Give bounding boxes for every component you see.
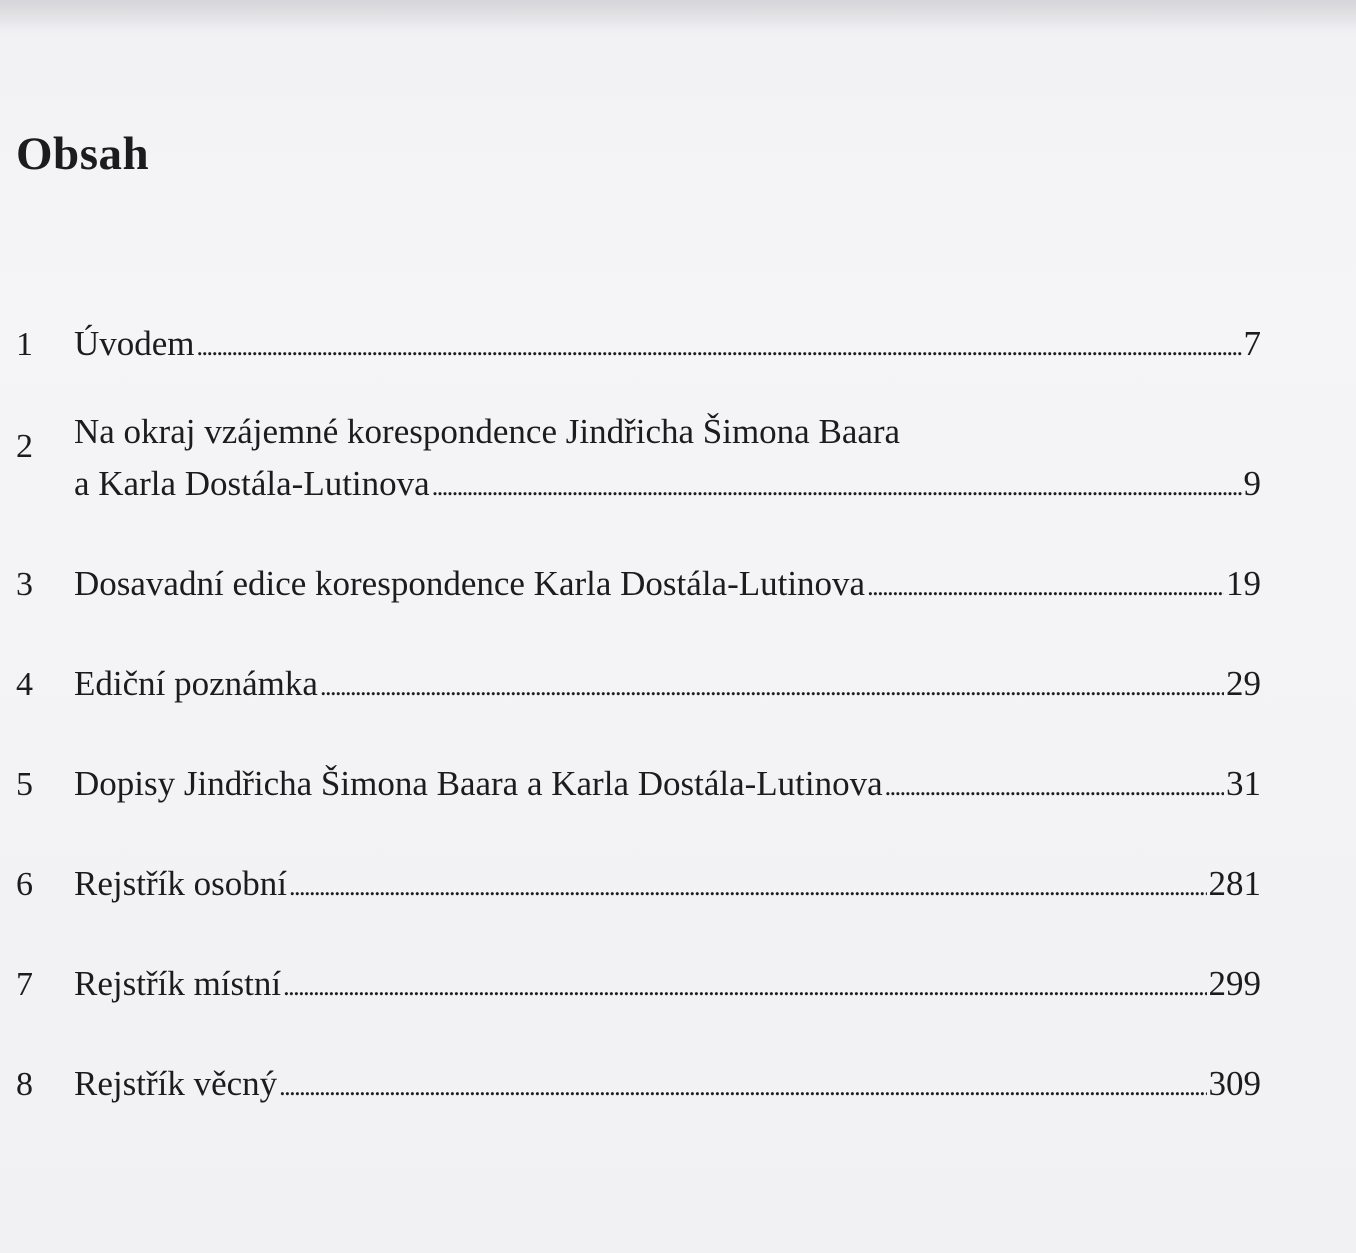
toc-entry-title: Rejstřík místní — [74, 964, 282, 1003]
toc-entry-title-line1: Na okraj vzájemné korespondence Jindřicha Šimona Baara — [74, 412, 901, 451]
toc-leader-dots — [289, 866, 1207, 901]
toc-entry-number: 7 — [16, 966, 33, 1003]
toc-leader-dots — [432, 466, 1242, 501]
toc-entry-page: 19 — [1226, 564, 1261, 603]
toc-entry-line — [74, 666, 1261, 701]
toc-entry-title: Dopisy Jindřicha Šimona Baara a Karla Dostála-Lutinova — [74, 764, 883, 803]
toc-entry-page: 9 — [1243, 464, 1261, 503]
toc-entry-page: 31 — [1226, 764, 1261, 803]
toc-entry-number: 5 — [16, 766, 33, 803]
toc-entry-title: Rejstřík věcný — [74, 1064, 278, 1103]
toc-leader-dots — [197, 326, 1242, 361]
page-top-shadow — [0, 0, 1356, 30]
toc-leader-dots — [283, 966, 1206, 1001]
toc-entry-title: Dosavadní edice korespondence Karla Dostála-Lutinova — [74, 564, 866, 603]
page-title: Obsah — [16, 128, 150, 181]
toc-entry-page: 309 — [1208, 1064, 1261, 1103]
toc-entry-line — [74, 766, 1261, 801]
toc-entry-number: 8 — [16, 1066, 33, 1103]
toc-entry-line — [74, 966, 1261, 1001]
toc-entry-number: 2 — [16, 428, 33, 465]
toc-entry-page: 281 — [1208, 864, 1261, 903]
toc-entry-number: 4 — [16, 666, 33, 703]
toc-entry-number: 1 — [16, 326, 33, 363]
toc-entry-title: a Karla Dostála-Lutinova — [74, 464, 430, 503]
toc-leader-dots — [885, 766, 1224, 801]
toc-leader-dots — [320, 666, 1224, 701]
toc-entry-number: 6 — [16, 866, 33, 903]
toc-entry-page: 29 — [1226, 664, 1261, 703]
toc-entry-line — [74, 326, 1261, 361]
toc-leader-dots — [279, 1066, 1206, 1101]
toc-leader-dots — [867, 566, 1224, 601]
toc-entry-line — [74, 466, 1261, 501]
toc-entry-title: Rejstřík osobní — [74, 864, 287, 903]
toc-entry-title: Úvodem — [74, 324, 195, 363]
toc-entry-page: 7 — [1243, 324, 1261, 363]
toc-entry-number: 3 — [16, 566, 33, 603]
toc-entry-title: Ediční poznámka — [74, 664, 318, 703]
toc-entry-line — [74, 1066, 1261, 1101]
toc-entry-line — [74, 866, 1261, 901]
toc-entry-page: 299 — [1208, 964, 1261, 1003]
toc-entry-line — [74, 566, 1261, 601]
